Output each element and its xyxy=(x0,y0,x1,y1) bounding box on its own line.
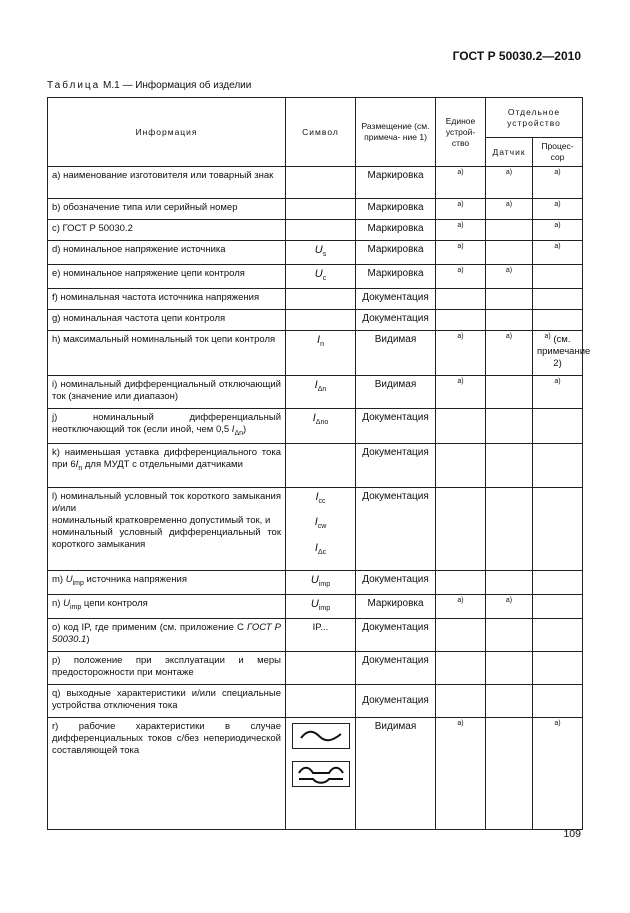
placement-cell: Документация xyxy=(356,685,436,718)
info-cell: n) $U_{imp}$ цепи контроля xyxy=(48,595,286,619)
symbol-cell: $U_{imp}$ xyxy=(286,570,356,594)
note-ref: a) xyxy=(505,200,513,208)
symbol-cell: IP... xyxy=(286,619,356,652)
header-single-device: Единое устрой- ство xyxy=(436,98,486,167)
symbol-cell: $I_{cc}$ $I_{cw}$ $I_{\Delta c}$ xyxy=(286,488,356,571)
info-cell: h) максимальный номинальный ток цепи контроля xyxy=(48,331,286,376)
info-cell: q) выходные характеристики и/или специальные устройства отключения тока xyxy=(48,685,286,718)
table-row xyxy=(48,376,583,409)
page-number: 109 xyxy=(563,828,581,840)
note-ref: a) xyxy=(505,333,513,341)
symbol-cell: $U_s$ xyxy=(286,241,356,265)
symbol-cell: $I_{\Delta no}$ xyxy=(286,409,356,444)
note-ref: a) xyxy=(554,200,561,208)
symbol-cell: $I_{\Delta n}$ xyxy=(286,376,356,409)
info-cell: b) обозначение типа или серийный номер xyxy=(48,199,286,220)
table-row xyxy=(48,488,583,571)
placement-cell: Документация xyxy=(356,652,436,685)
placement-cell: Документация xyxy=(356,488,436,571)
note-ref: a) xyxy=(457,242,464,250)
table-row xyxy=(48,220,583,241)
placement-cell: Маркировка xyxy=(356,265,436,289)
table-row xyxy=(48,652,583,685)
info-cell: o) код IP, где применим (см. приложение С ГОСТ Р 50030.1) xyxy=(48,619,286,652)
note-ref: a) xyxy=(554,378,561,386)
symbol-cell: $U_{imp}$ xyxy=(286,595,356,619)
table-row xyxy=(48,167,583,199)
note-ref: a) xyxy=(457,378,464,386)
placement-cell: Документация xyxy=(356,619,436,652)
placement-cell: Маркировка xyxy=(356,220,436,241)
note-ref: a) xyxy=(457,221,464,229)
table-row xyxy=(48,595,583,619)
note-ref: a) xyxy=(505,596,513,604)
symbol-cell: $I_n$ xyxy=(286,331,356,376)
table-row xyxy=(48,685,583,718)
caption-text: М.1 — Информация об изделии xyxy=(103,80,252,91)
pulsating-dc-icon xyxy=(292,761,350,787)
symbol-cell xyxy=(286,199,356,220)
placement-cell: Видимая xyxy=(356,718,436,830)
note-ref: a) xyxy=(554,168,561,176)
info-cell: r) рабочие характеристики в случае дифференциальных токов с/без непериодической составляющей тока xyxy=(48,718,286,830)
note-ref: a) xyxy=(457,596,464,604)
table-caption xyxy=(47,80,251,91)
placement-cell: Маркировка xyxy=(356,199,436,220)
placement-cell: Видимая xyxy=(356,376,436,409)
note-ref: a) xyxy=(457,200,464,208)
symbol-cell xyxy=(286,718,356,830)
document-header: ГОСТ Р 50030.2—2010 xyxy=(452,49,581,63)
note-ref: a) xyxy=(505,168,513,176)
note-ref: a) xyxy=(554,720,561,728)
table-row xyxy=(48,570,583,594)
processor-note: (см. примечание 2) xyxy=(537,334,591,370)
info-cell: l) номинальный условный ток короткого замыкания и/или номинальный кратковременно допустимый ток, и номинальный условный дифференциальный ток короткого замыкания xyxy=(48,488,286,571)
table-row xyxy=(48,444,583,488)
table-row xyxy=(48,310,583,331)
info-cell: k) наименьшая уставка дифференциального тока при $6I_n$ для МУДТ с отдельными датчиками xyxy=(48,444,286,488)
table-row xyxy=(48,199,583,220)
note-ref: a) xyxy=(554,221,561,229)
placement-cell: Документация xyxy=(356,444,436,488)
symbol-cell: $U_c$ xyxy=(286,265,356,289)
table-row xyxy=(48,241,583,265)
table-row xyxy=(48,289,583,310)
note-ref: a) xyxy=(554,242,561,250)
table-row xyxy=(48,409,583,444)
table-row xyxy=(48,718,583,830)
symbol-cell xyxy=(286,167,356,199)
symbol-cell xyxy=(286,220,356,241)
info-cell: c) ГОСТ Р 50030.2 xyxy=(48,220,286,241)
placement-cell: Документация xyxy=(356,570,436,594)
placement-cell: Маркировка xyxy=(356,167,436,199)
placement-cell: Документация xyxy=(356,310,436,331)
info-cell: a) наименование изготовителя или товарный знак xyxy=(48,167,286,199)
product-info-table xyxy=(47,97,591,830)
info-cell: j) номинальный дифференциальный неотключающий ток (если иной, чем 0,5 $I_{\Delta n}$) xyxy=(48,409,286,444)
info-cell: d) номинальное напряжение источника xyxy=(48,241,286,265)
header-separate-device: Отдельное устройство xyxy=(486,98,583,138)
info-cell: g) номинальная частота цепи контроля xyxy=(48,310,286,331)
placement-cell: Документация xyxy=(356,289,436,310)
header-placement: Размещение (см. примеча- ние 1) xyxy=(356,98,436,167)
note-ref: a) xyxy=(544,333,551,341)
info-cell: e) номинальное напряжение цепи контроля xyxy=(48,265,286,289)
placement-cell: Видимая xyxy=(356,331,436,376)
note-ref: a) xyxy=(505,267,513,275)
info-cell: f) номинальная частота источника напряжения xyxy=(48,289,286,310)
placement-cell: Маркировка xyxy=(356,595,436,619)
header-sensor: Датчик xyxy=(486,138,533,167)
header-processor: Процес- сор xyxy=(533,138,583,167)
note-ref: a) xyxy=(457,267,464,275)
table-row xyxy=(48,265,583,289)
sine-wave-icon xyxy=(292,723,350,749)
info-cell: m) $U_{imp}$ источника напряжения xyxy=(48,570,286,594)
caption-label: Таблица xyxy=(47,80,101,91)
placement-cell: Маркировка xyxy=(356,241,436,265)
info-cell: p) положение при эксплуатации и меры предосторожности при монтаже xyxy=(48,652,286,685)
table-row xyxy=(48,619,583,652)
table-row xyxy=(48,331,583,376)
info-cell: i) номинальный дифференциальный отключающий ток (значение или диапазон) xyxy=(48,376,286,409)
note-ref: a) xyxy=(457,333,464,341)
header-info: Информация xyxy=(48,98,286,167)
note-ref: a) xyxy=(457,720,464,728)
header-symbol: Символ xyxy=(286,98,356,167)
note-ref: a) xyxy=(457,168,464,176)
placement-cell: Документация xyxy=(356,409,436,444)
